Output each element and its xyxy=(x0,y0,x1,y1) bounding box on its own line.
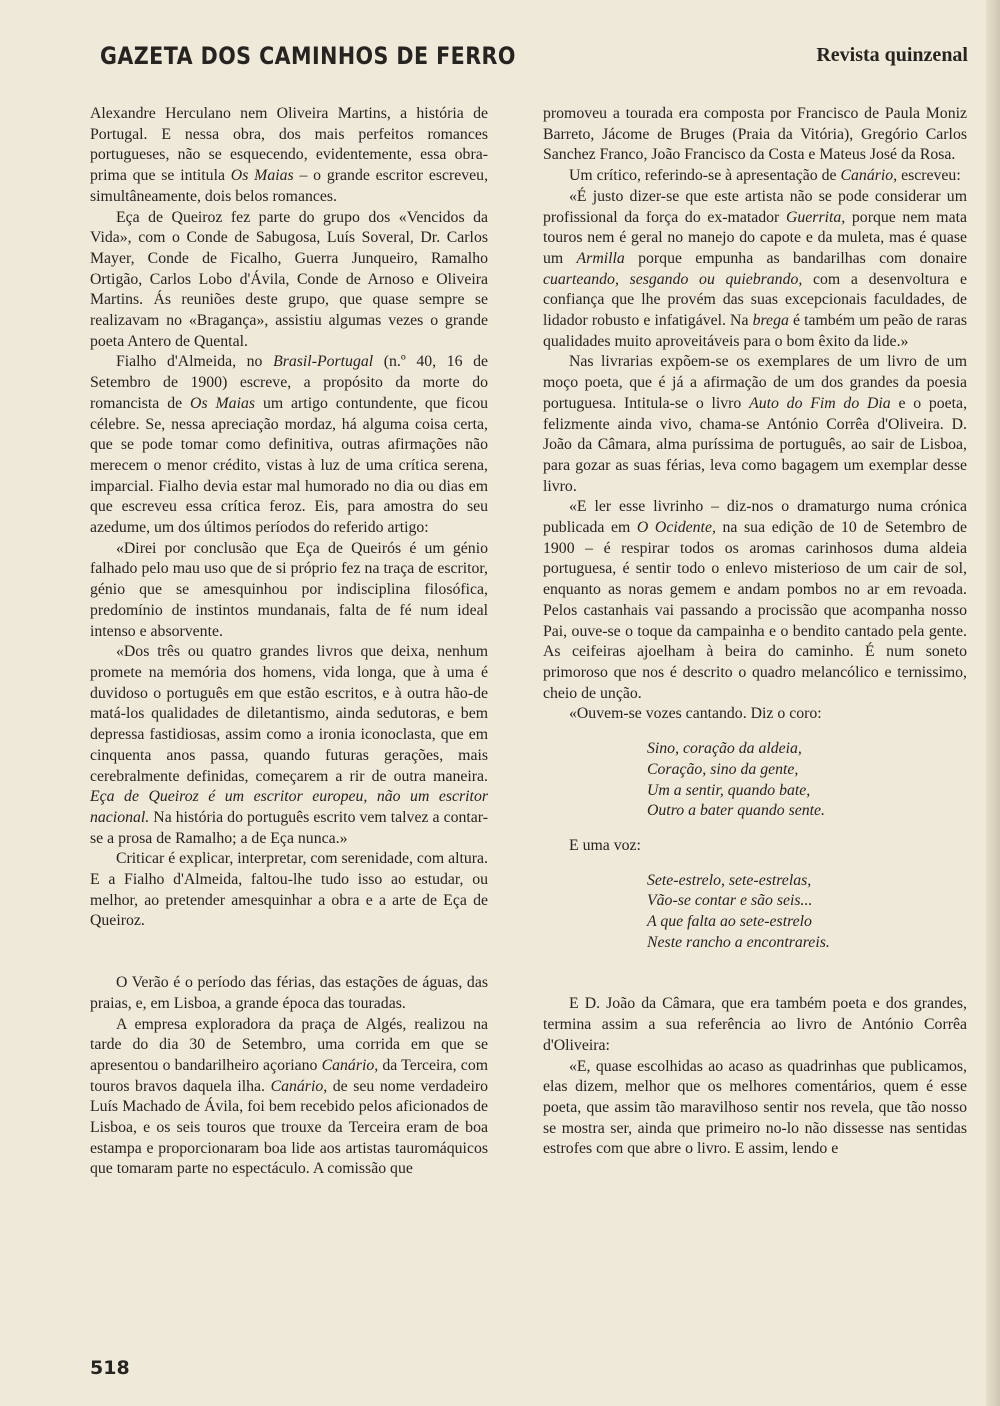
quote-paragraph: «Dos três ou quatro grandes livros que deixa, nenhum promete na memória dos homens, vida longa, que à uma é duvidoso o português em que estão escritos, e à outra hão-de matá-los qualidades de diletantismo, ainda sedutoras, e bem depressa fastidiosas, assim como a ironia iconoclasta, que em cinquenta anos passa, quando futuras gerações, mais cerebralmente definidas, começarem a rir de outra maneira. Eça de Queiroz é um escritor europeu, não um escritor nacional. Na história do português escrito vem talvez a contar-se a prosa de Ramalho; a de Eça nunca.» xyxy=(90,643,488,847)
paragraph: O Verão é o período das férias, das estações de águas, das praias, e, em Lisboa, a grande época das touradas. xyxy=(90,974,488,1012)
quote-paragraph: «E ler esse livrinho – diz-nos o dramaturgo numa crónica publicada em O Ocidente, na sua edição de 10 de Setembro de 1900 – é respirar todos os aromas carinhosos duma aldeia portuguesa, é sentir todo o enlevo misterioso de um cair de sol, enquanto as noras gemem e andam pombos no ar em revoada. Pelos castanhais vai passando a procissão que acompanha nosso Pai, ouve-se o toque da campainha e o bendito cantado pela gente. As ceifeiras ajoelham à beira do caminho. É num soneto primoroso que nos é descrito o quadro melancólico e ternissimo, cheio de unção. xyxy=(543,498,967,702)
paragraph: promoveu a tourada era composta por Francisco de Paula Moniz Barreto, Jácome de Bruges (Praia da Vitória), Gregório Carlos Sanchez Franco, João Francisco da Costa e Mateus José da Rosa. xyxy=(543,105,967,164)
right-column xyxy=(543,104,967,1160)
paragraph: Alexandre Herculano nem Oliveira Martins, a história de Portugal. E nessa obra, dos mais perfeitos romances portugueses, não se esquecendo, evidentemente, essa obra-prima que se intitula Os Maias – o grande escritor escreveu, simultâneamente, dois belos romances. xyxy=(90,105,489,205)
verse-line: Um a sentir, quando bate, xyxy=(647,781,811,799)
verse-line: Sino, coração da aldeia, xyxy=(647,740,802,758)
paragraph: «Ouvem-se vozes cantando. Diz o coro: xyxy=(569,705,822,723)
verse-line: Neste rancho a encontrareis. xyxy=(647,933,830,951)
paragraph: E uma voz: xyxy=(569,836,641,854)
quote-paragraph: «E, quase escolhidas ao acaso as quadrinhas que publicamos, elas dizem, melhor que os melhores comentários, quem é esse poeta, que assim tão maravilhoso sentir nos revela, que tão nosso se mostra ser, ainda que primeiro no-lo não dissesse nas sentidas estrofes com que abre o livro. E assim, lendo e xyxy=(543,1057,967,1158)
page-edge xyxy=(986,0,1000,1406)
verse-line: Coração, sino da gente, xyxy=(647,760,799,778)
paragraph: A empresa exploradora da praça de Algés, realizou na tarde do dia 30 de Setembro, uma corrida em que se apresentou o bandarilheiro açoriano Canário, da Terceira, com touros bravos daquela ilha. Canário, de seu nome verdadeiro Luís Machado de Ávila, foi bem recebido pelos aficionados de Lisboa, e os seis touros que trouxe da Terceira eram de boa estampa e proporcionaram boa lide aos artistas tauromáquicos que tomaram parte no espectáculo. A comissão que xyxy=(90,1015,489,1178)
quote-paragraph: «É justo dizer-se que este artista não se pode considerar um profissional da força do ex-matador Guerrita, porque nem mata touros nem é geral no manejo do capote e da muleta, mas é quase um Armilla porque empunha as bandarilhas com donaire cuarteando, sesgando ou quiebrando, com a desenvoltura e confiança que lhe provém das suas excepcionais faculdades, de lidador robusto e infatigável. Na brega é também um peão de raras qualidades muito aproveitáveis para o bom êxito da lide.» xyxy=(543,187,968,350)
verse-stanza xyxy=(647,871,967,954)
paragraph: Eça de Queiroz fez parte do grupo dos «Vencidos da Vida», com o Conde de Sabugosa, Luís Soveral, Dr. Carlos Mayer, Conde de Ficalho, Guerra Junqueiro, Ramalho Ortigão, Carlos Lobo d'Ávila, Conde de Arnoso e Oliveira Martins. Ás reuniões deste grupo, que quase sempre se realizavam no «Bragança», assistiu algumas vezes o grande poeta Antero de Quental. xyxy=(90,208,488,350)
paragraph: Fialho d'Almeida, no Brasil-Portugal (n.º 40, 16 de Setembro de 1900) escreve, a propósito da morte do romancista de Os Maias um artigo contundente, que ficou célebre. Se, nessa apreciação mordaz, há alguma coisa certa, que se pode tomar como definitiva, outras afirmações não merecem o menor crédito, vistas à luz de uma crítica serena, imparcial. Fialho devia estar mal humorado no dia ou dias em que escreveu essa crítica feroz. Eis, para amostra do seu azedume, um dos últimos períodos do referido artigo: xyxy=(90,353,489,537)
verse-line: Sete-estrelo, sete-estrelas, xyxy=(647,871,812,889)
verse-line: A que falta ao sete-estrelo xyxy=(647,913,812,931)
paragraph: E D. João da Câmara, que era também poeta e dos grandes, termina assim a sua referência ao livro de António Corrêa d'Oliveira: xyxy=(543,995,967,1054)
left-column xyxy=(90,104,488,1180)
verse-line: Vão-se contar e são seis... xyxy=(647,892,813,910)
verse-stanza xyxy=(647,739,967,822)
verse-line: Outro a bater quando sente. xyxy=(647,802,825,820)
page-number: 518 xyxy=(90,1357,130,1379)
journal-subtitle: Revista quinzenal xyxy=(816,44,968,66)
paragraph: Um crítico, referindo-se à apresentação de Canário, escreveu: xyxy=(569,167,961,185)
quote-paragraph: «Direi por conclusão que Eça de Queirós é um génio falhado pelo mau uso que de si próprio fez na traça de escritor, génio que se amesquinhou por indisciplina filosófica, predomínio de instintos mundanais, falta de fé num ideal intenso e absorvente. xyxy=(90,539,488,640)
paragraph: Nas livrarias expõem-se os exemplares de um livro de um moço poeta, que é já a afirmação de um dos grandes da poesia portuguesa. Intitula-se o livro Auto do Fim do Dia e o poeta, felizmente ainda vivo, chama-se António Corrêa d'Oliveira. D. João da Câmara, alma puríssima de português, ao sair de Lisboa, para gozar as suas férias, leva como bagagem um exemplar desse livro. xyxy=(543,353,968,495)
page-header xyxy=(100,40,968,74)
journal-title: GAZETA DOS CAMINHOS DE FERRO xyxy=(100,42,516,70)
paragraph: Criticar é explicar, interpretar, com serenidade, com altura. E a Fialho d'Almeida, faltou-lhe tudo isso ao estudar, ou melhor, ao pretender amesquinhar a obra e a arte de Eça de Queiroz. xyxy=(90,850,488,930)
